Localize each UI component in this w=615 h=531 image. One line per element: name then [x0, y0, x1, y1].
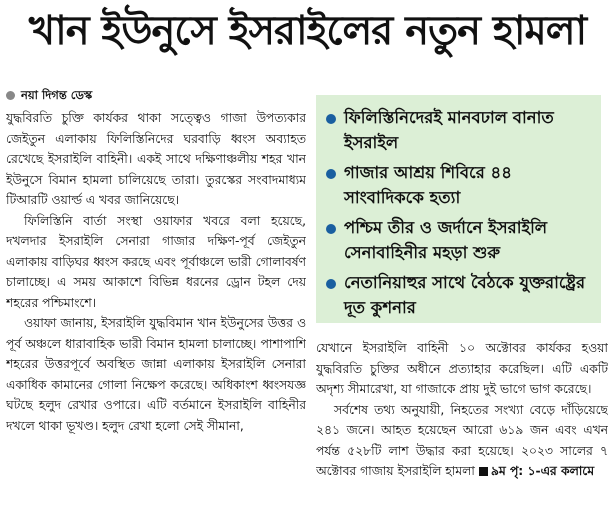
- square-icon: [479, 467, 488, 476]
- highlight-item: [326, 270, 593, 320]
- paragraph: ওয়াফা জানায়, ইসরাইলি যুদ্ধবিমান খান ইউনুসের উত্তর ও পূর্ব অঞ্চলে ধারাবাহিক ভারী বিমান হামলা চালাচ্ছে। পাশাপাশি শহরের উত্তরপূর্বে অবস্থিত জান্না এলাকায় ইসরাইলি সেনারা একাধিক কামানের গোলা নিক্ষেপ করেছে। অধিকাংশ ধ্বংসযজ্ঞ ঘটছে হলুদ রেখার ওপারে। এটি বর্তমানে ইসরাইলি বাহিনীর দখলে থাকা ভূখণ্ড। হলুদ রেখা হলো সেই সীমানা,: [6, 316, 306, 433]
- byline: [6, 86, 306, 104]
- highlight-text: নেতানিয়াহুর সাথে বৈঠকে যুক্তরাষ্ট্রের দূত কুশনার: [344, 273, 586, 317]
- paragraph: যেখানে ইসরাইলি বাহিনী ১০ অক্টোবর কার্যকর হওয়া যুদ্ধবিরতি চুক্তির অধীনে প্রত্যাহার করেছিল। এটি একটি অদৃশ্য সীমারেখা, যা গাজাকে প্রায় দুই ভাগে ভাগ করেছে।: [316, 341, 608, 396]
- bullet-dot-icon: [326, 169, 336, 179]
- bullet-dot-icon: [326, 224, 336, 234]
- paragraph: [316, 400, 608, 482]
- bullet-dot-icon: [6, 91, 15, 100]
- highlight-item: [326, 215, 593, 265]
- byline-text: নয়া দিগন্ত ডেস্ক: [21, 88, 93, 102]
- continued-label: ৯ম পৃ: ১-এর কলামে: [490, 464, 595, 478]
- paragraph: যুদ্ধবিরতি চুক্তি কার্যকর থাকা সত্ত্বেও গাজা উপত্যকার জেইতুন এলাকায় ফিলিস্তিনিদের ঘরবাড়ি ধ্বংস অব্যাহত রেখেছে ইসরাইলি বাহিনী। একই সাথে দক্ষিণাঞ্চলীয় শহর খান ইউনুসে বিমান হামলা চালিয়েছে তারা। তুরস্কের সংবাদমাধ্যম টিআরটি ওয়ার্ল্ড এ খবর জানিয়েছে।: [6, 111, 306, 207]
- highlight-text: পশ্চিম তীর ও জর্দানে ইসরাইলি সেনাবাহিনীর মহড়া শুরু: [344, 218, 548, 262]
- continued-marker: [475, 464, 594, 478]
- bullet-dot-icon: [326, 279, 336, 289]
- right-column: [316, 338, 608, 528]
- highlight-text: ফিলিস্তিনিদেরই মানবঢাল বানাত ইসরাইল: [344, 108, 554, 152]
- paragraph: ফিলিস্তিনি বার্তা সংস্থা ওয়াফার খবরে বলা হয়েছে, দখলদার ইসরাইলি সেনারা গাজার দক্ষিণ-পূর্ব জেইতুন এলাকায় বাড়িঘর ধ্বংস করছে এবং পূর্বাঞ্চলে ভারী গোলাবর্ষণ চালাচ্ছে। এ সময় আকাশে বিভিন্ন ধরনের ড্রোন টহল দেয় শহরের পশ্চিমাংশে।: [6, 213, 306, 310]
- paragraph-text: সর্বশেষ তথ্য অনুযায়ী, নিহতের সংখ্যা বেড়ে দাঁড়িয়েছে ২৪১ জনে। আহত হয়েছেন আরো ৬১৯ জন এবং এখন পর্যন্ত ৫২৮টি লাশ উদ্ধার করা হয়েছে। ২০২৩ সালের ৭ অক্টোবর গাজায় ইসরাইলি হামলা: [316, 402, 608, 478]
- bullet-dot-icon: [326, 114, 336, 124]
- highlight-item: [326, 105, 593, 155]
- headline: খান ইউনুসে ইসরাইলের নতুন হামলা: [28, 8, 587, 54]
- highlights-box: [316, 95, 601, 323]
- left-column: [6, 86, 306, 526]
- highlight-text: গাজার আশ্রয় শিবিরে ৪৪ সাংবাদিককে হত্যা: [344, 163, 512, 207]
- highlight-item: [326, 160, 593, 210]
